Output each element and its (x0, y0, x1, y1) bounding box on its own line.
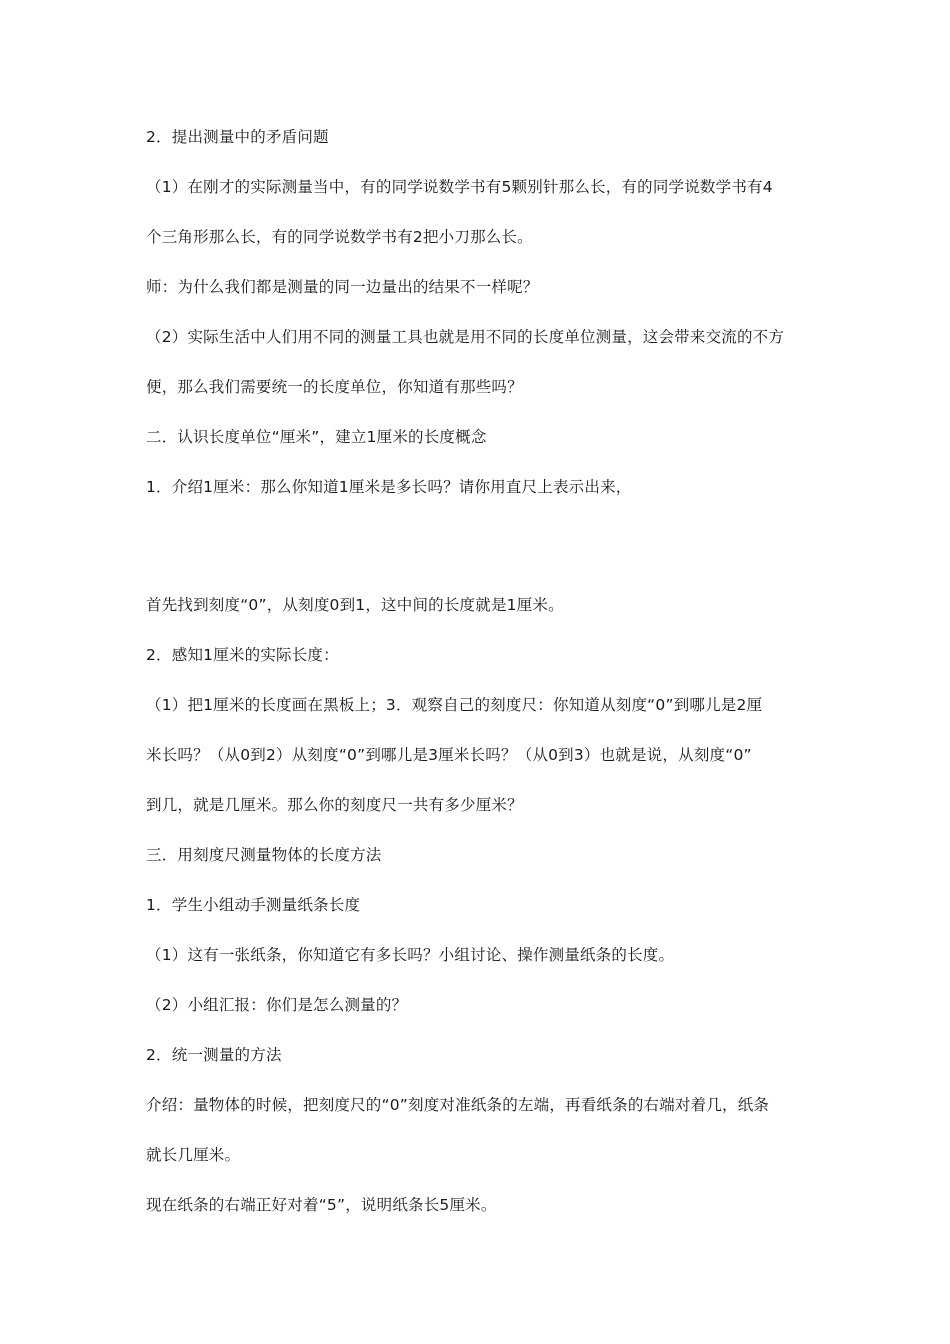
paragraph-line: （1）在刚才的实际测量当中，有的同学说数学书有5颗别针那么长，有的同学说数学书有4 (146, 178, 773, 196)
paragraph-line: （2）小组汇报：你们是怎么测量的？ (146, 996, 408, 1014)
paragraph-line: 便，那么我们需要统一的长度单位，你知道有那些吗？ (146, 378, 523, 396)
subheading-perceive: 2．感知1厘米的实际长度： (146, 646, 339, 664)
subheading-unified-method: 2．统一测量的方法 (146, 1046, 282, 1064)
paragraph-line: 个三角形那么长，有的同学说数学书有2把小刀那么长。 (146, 228, 533, 246)
paragraph-line: （1）这有一张纸条，你知道它有多长吗？小组讨论、操作测量纸条的长度。 (146, 946, 675, 964)
section-heading-measure: 三．用刻度尺测量物体的长度方法 (146, 846, 382, 864)
paragraph-line: 师：为什么我们都是测量的同一边量出的结果不一样呢？ (146, 278, 539, 296)
paragraph-line: 米长吗？（从0到2）从刻度“0”到哪儿是3厘米长吗？（从0到3）也就是说，从刻度“0” (146, 746, 752, 764)
paragraph-line: 到几，就是几厘米。那么你的刻度尺一共有多少厘米？ (146, 796, 523, 814)
paragraph-line: 就长几厘米。 (146, 1146, 241, 1164)
paragraph-line: 介绍：量物体的时候，把刻度尺的“0”刻度对准纸条的左端，再看纸条的右端对着几，纸条 (146, 1096, 770, 1114)
heading-contradiction: 2．提出测量中的矛盾问题 (146, 128, 329, 146)
paragraph-line: （1）把1厘米的长度画在黑板上；3．观察自己的刻度尺：你知道从刻度“0”到哪儿是2厘 (146, 696, 763, 714)
subheading-group-measure: 1．学生小组动手测量纸条长度 (146, 896, 361, 914)
paragraph-line: 首先找到刻度“0”，从刻度0到1，这中间的长度就是1厘米。 (146, 596, 564, 614)
section-heading-centimeter: 二．认识长度单位“厘米”，建立1厘米的长度概念 (146, 428, 487, 446)
paragraph-line: 1．介绍1厘米：那么你知道1厘米是多长吗？请你用直尺上表示出来， (146, 478, 632, 496)
paragraph-line: 现在纸条的右端正好对着“5”，说明纸条长5厘米。 (146, 1196, 497, 1214)
paragraph-line: （2）实际生活中人们用不同的测量工具也就是用不同的长度单位测量，这会带来交流的不方 (146, 328, 785, 346)
